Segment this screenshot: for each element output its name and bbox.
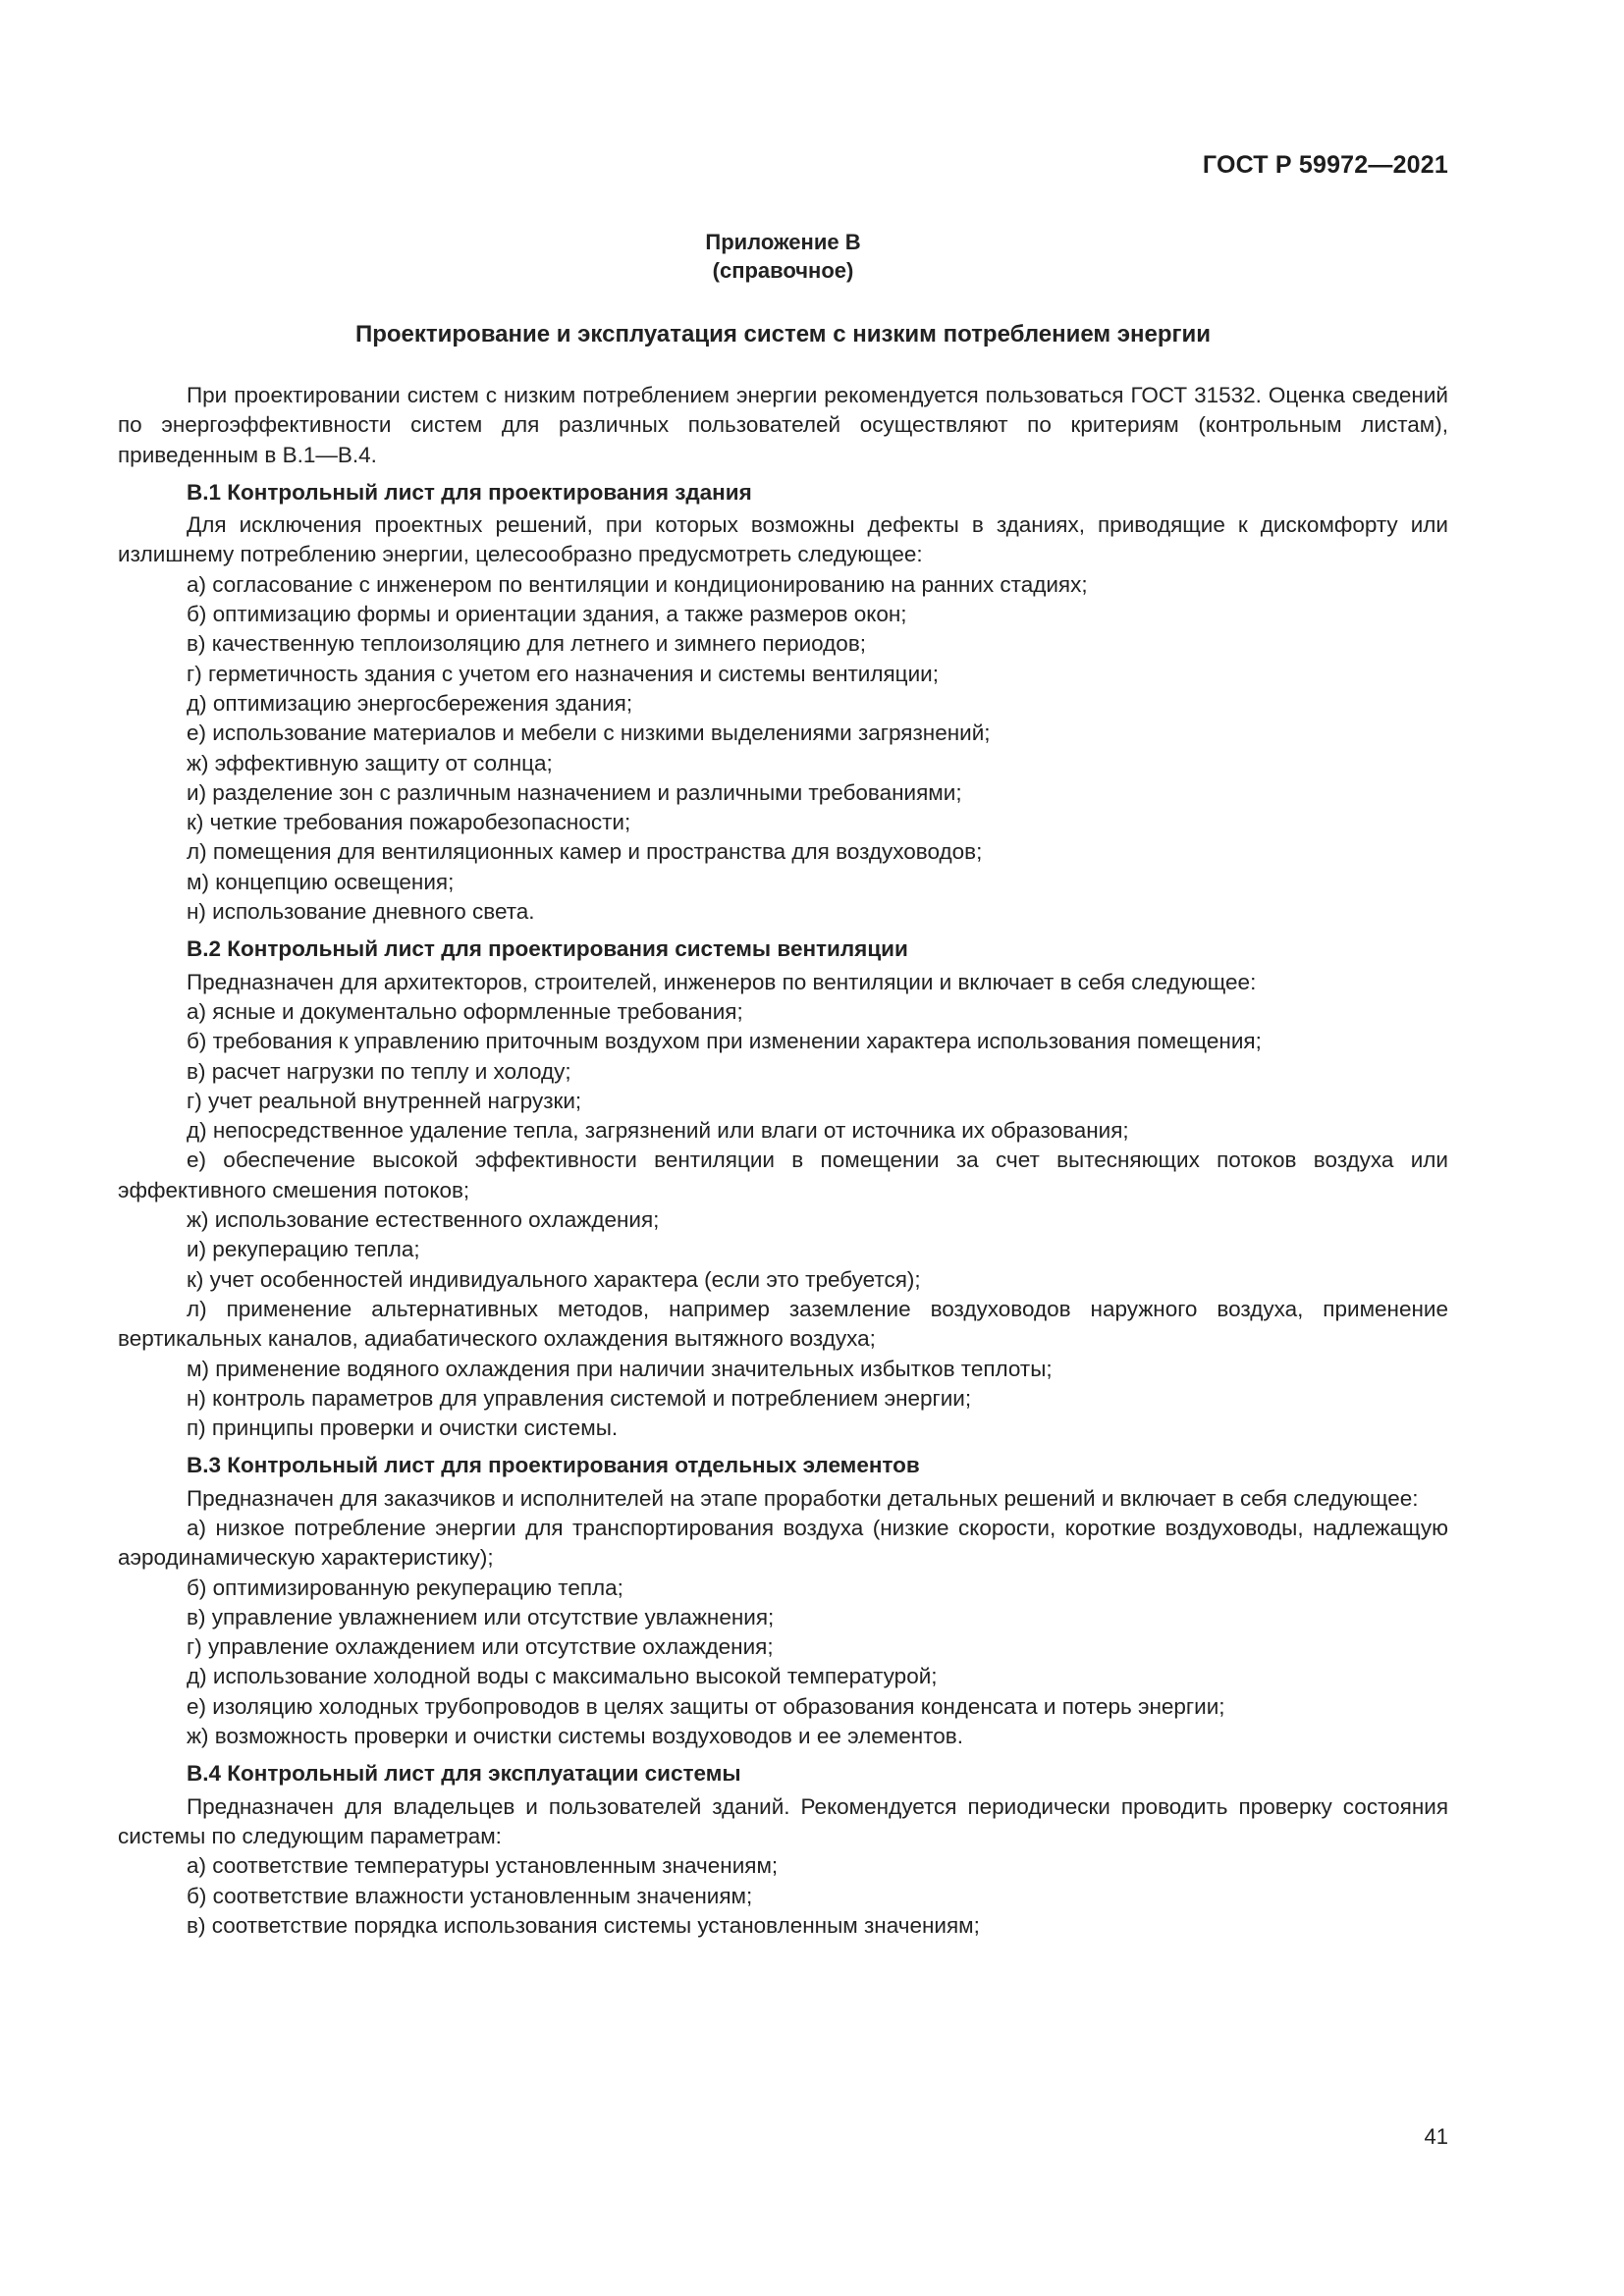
list-item: к) четкие требования пожаробезопасности; xyxy=(187,810,631,835)
section-heading: В.2 Контрольный лист для проектирования системы вентиляции xyxy=(187,936,908,962)
list-item: д) использование холодной воды с максимально высокой температурой; xyxy=(187,1664,938,1689)
list-item: в) расчет нагрузки по теплу и холоду; xyxy=(187,1058,571,1084)
list-item: л) помещения для вентиляционных камер и пространства для воздуховодов; xyxy=(187,839,983,865)
document-page xyxy=(118,0,1448,2296)
list-item: а) согласование с инженером по вентиляции и кондиционированию на ранних стадиях; xyxy=(187,571,1088,597)
section-lead: Для исключения проектных решений, при которых возможны дефекты в зданиях, приводящие к дискомфорту или излишнему потреблению энергии, целесообразно предусмотреть следующее: xyxy=(118,512,1448,567)
appendix-heading xyxy=(118,228,1448,285)
list-item: л) применение альтернативных методов, например заземление воздуховодов наружного воздуха, применение вертикальных каналов, адиабатического охлаждения вытяжного воздуха; xyxy=(118,1296,1448,1352)
list-item: к) учет особенностей индивидуального характера (если это требуется); xyxy=(187,1266,921,1292)
section-lead: Предназначен для заказчиков и исполнителей на этапе проработки детальных решений и включает в себя следующее: xyxy=(187,1485,1419,1511)
section-heading: В.3 Контрольный лист для проектирования отдельных элементов xyxy=(187,1453,920,1478)
appendix-label: Приложение В xyxy=(705,230,861,254)
list-item: б) оптимизированную рекуперацию тепла; xyxy=(187,1575,623,1600)
section-heading: В.4 Контрольный лист для эксплуатации системы xyxy=(187,1761,741,1787)
list-item: г) управление охлаждением или отсутствие охлаждения; xyxy=(187,1634,774,1660)
intro-paragraph: При проектировании систем с низким потреблением энергии рекомендуется пользоваться ГОСТ 31532. Оценка сведений по энергоэффективности систем для различных пользователей осуществляют по критериям (контрольным листам), приведенным в В.1—В.4. xyxy=(118,383,1448,467)
list-item: ж) использование естественного охлаждения; xyxy=(187,1207,660,1233)
document-title: Проектирование и эксплуатация систем с низким потреблением энергии xyxy=(354,321,1212,347)
section-heading: В.1 Контрольный лист для проектирования здания xyxy=(187,479,752,505)
list-item: г) учет реальной внутренней нагрузки; xyxy=(187,1088,582,1113)
list-item: в) соответствие порядка использования системы установленным значениям; xyxy=(187,1912,980,1938)
section-lead: Предназначен для архитекторов, строителей, инженеров по вентиляции и включает в себя следующее: xyxy=(187,969,1257,994)
list-item: а) соответствие температуры установленным значениям; xyxy=(187,1853,779,1879)
list-item: в) управление увлажнением или отсутствие увлажнения; xyxy=(187,1604,775,1629)
list-item: н) использование дневного света. xyxy=(187,899,535,925)
list-item: ж) возможность проверки и очистки системы воздуховодов и ее элементов. xyxy=(187,1724,963,1749)
list-item: е) использование материалов и мебели с низкими выделениями загрязнений; xyxy=(187,721,991,746)
list-item: б) оптимизацию формы и ориентации здания, а также размеров окон; xyxy=(187,602,907,627)
list-item: д) оптимизацию энергосбережения здания; xyxy=(187,690,633,716)
section-lead: Предназначен для владельцев и пользователей зданий. Рекомендуется периодически проводить проверку состояния системы по следующим параметрам: xyxy=(118,1793,1448,1848)
list-item: в) качественную теплоизоляцию для летнего и зимнего периодов; xyxy=(187,631,867,657)
list-item: п) принципы проверки и очистки системы. xyxy=(187,1415,619,1441)
list-item: м) применение водяного охлаждения при наличии значительных избытков теплоты; xyxy=(187,1356,1053,1381)
list-item: б) требования к управлению приточным воздухом при изменении характера использования помещения; xyxy=(187,1029,1262,1054)
list-item: д) непосредственное удаление тепла, загрязнений или влаги от источника их образования; xyxy=(187,1118,1129,1144)
list-item: ж) эффективную защиту от солнца; xyxy=(187,750,553,775)
list-item: б) соответствие влажности установленным значениям; xyxy=(187,1883,753,1908)
appendix-type: (справочное) xyxy=(712,258,854,283)
list-item: е) изоляцию холодных трубопроводов в целях защиты от образования конденсата и потерь энергии; xyxy=(187,1693,1225,1719)
list-item: и) рекуперацию тепла; xyxy=(187,1237,420,1262)
list-item: н) контроль параметров для управления системой и потреблением энергии; xyxy=(187,1385,972,1411)
list-item: а) низкое потребление энергии для транспортирования воздуха (низкие скорости, короткие воздуховоды, надлежащую аэродинамическую характеристику); xyxy=(118,1515,1448,1571)
standard-code: ГОСТ Р 59972—2021 xyxy=(1202,151,1448,179)
document-body xyxy=(118,381,1448,1941)
page-number: 41 xyxy=(1424,2124,1448,2149)
list-item: г) герметичность здания с учетом его назначения и системы вентиляции; xyxy=(187,661,939,686)
list-item: и) разделение зон с различным назначением и различными требованиями; xyxy=(187,779,962,805)
list-item: а) ясные и документально оформленные требования; xyxy=(187,998,743,1024)
list-item: м) концепцию освещения; xyxy=(187,869,455,894)
list-item: е) обеспечение высокой эффективности вентиляции в помещении за счет вытесняющих потоков воздуха или эффективного смешения потоков; xyxy=(118,1148,1448,1202)
